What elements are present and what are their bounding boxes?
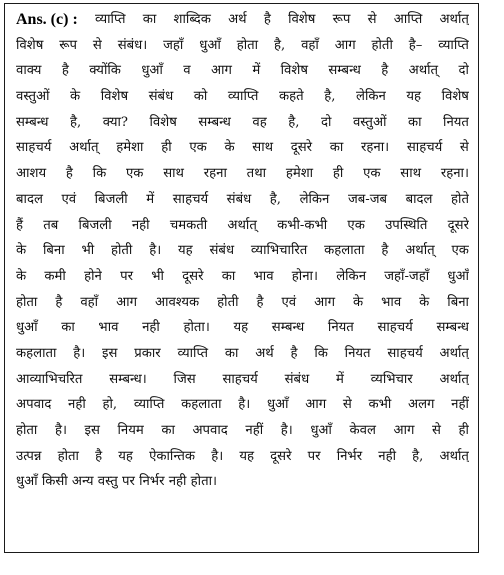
word: है bbox=[55, 294, 63, 310]
word: भी bbox=[151, 268, 164, 284]
word: है, bbox=[288, 114, 300, 130]
word: साथ bbox=[252, 140, 274, 156]
word: आग bbox=[211, 63, 232, 79]
word: से bbox=[431, 423, 441, 438]
word: है bbox=[61, 63, 69, 79]
text-line-15 bbox=[16, 367, 469, 393]
word: के bbox=[419, 294, 430, 310]
word: आग bbox=[116, 294, 137, 310]
word: जहाँ-जहाँ bbox=[384, 268, 430, 284]
word: विशेष bbox=[288, 12, 316, 27]
word: आग bbox=[314, 294, 336, 310]
word: कभी bbox=[368, 397, 392, 413]
word: होता। bbox=[190, 474, 218, 490]
word: कमी bbox=[44, 268, 66, 284]
word: सम्बन्ध bbox=[198, 114, 231, 130]
word: चमकती bbox=[169, 217, 208, 233]
word: है। bbox=[73, 345, 86, 361]
word: प्रकार bbox=[134, 345, 161, 361]
word: लेकिन bbox=[356, 89, 386, 105]
word: रूप bbox=[59, 37, 77, 53]
answer-box bbox=[4, 3, 479, 553]
word: व्यभिचार bbox=[370, 371, 413, 387]
word: दूसरे bbox=[270, 448, 292, 464]
word: अपवाद bbox=[192, 423, 228, 438]
word: अर्थात् bbox=[439, 448, 469, 464]
word: में bbox=[146, 191, 155, 207]
text-line-16 bbox=[16, 392, 469, 418]
word: बिना bbox=[447, 294, 469, 310]
word: धुआँ bbox=[16, 320, 38, 336]
word: हमेशा bbox=[116, 140, 144, 156]
word: से bbox=[367, 12, 377, 27]
word: निर्भर bbox=[336, 448, 363, 464]
word: विशेष bbox=[280, 63, 308, 79]
text-line-3 bbox=[16, 58, 469, 84]
word: दूसरे bbox=[290, 140, 313, 156]
word: पर bbox=[121, 474, 135, 490]
word: साहचर्य bbox=[172, 191, 209, 207]
word: नियत bbox=[327, 320, 354, 336]
word: क्योंकि bbox=[89, 63, 121, 79]
word: वस्तुओं bbox=[16, 89, 50, 105]
word: वस्तुओं bbox=[352, 114, 387, 130]
word: कि bbox=[314, 345, 328, 361]
word: के bbox=[70, 89, 81, 105]
word: अर्थात् bbox=[439, 345, 469, 361]
word: एवं bbox=[281, 294, 297, 310]
word: व्याप्ति bbox=[227, 89, 259, 105]
word: आग bbox=[393, 423, 415, 438]
word: से bbox=[342, 397, 352, 413]
text-line-8 bbox=[16, 187, 469, 213]
word: आग bbox=[334, 37, 356, 53]
word: है bbox=[381, 243, 389, 259]
word: है bbox=[256, 294, 264, 310]
word: विशेष bbox=[149, 114, 177, 130]
word: धुआँ bbox=[199, 37, 221, 53]
word: के bbox=[353, 294, 364, 310]
text-line-11 bbox=[16, 264, 469, 290]
word: कहलाता bbox=[324, 243, 365, 259]
word: किसी bbox=[41, 474, 68, 490]
word: का bbox=[329, 140, 344, 156]
word: धुआँ bbox=[266, 397, 289, 413]
word: व्याप्ति bbox=[94, 12, 126, 27]
word: एक bbox=[126, 166, 144, 182]
word: वाक्य bbox=[16, 63, 42, 79]
word: का bbox=[224, 345, 239, 361]
word: अन्य bbox=[71, 474, 94, 490]
word: होती bbox=[111, 243, 133, 259]
word: एक bbox=[189, 140, 207, 156]
word: है। bbox=[238, 397, 251, 413]
word: होना। bbox=[291, 268, 318, 284]
word: एक bbox=[451, 243, 469, 259]
word: अर्थात् bbox=[69, 140, 99, 156]
word: आग bbox=[305, 397, 327, 413]
word: व bbox=[183, 63, 191, 79]
word: अर्थ bbox=[228, 12, 247, 27]
word: पर bbox=[307, 448, 321, 464]
word: नही bbox=[378, 448, 396, 464]
word: यह bbox=[233, 320, 249, 336]
word: एवं bbox=[61, 191, 77, 207]
word: का bbox=[61, 320, 75, 336]
word: रूप bbox=[332, 12, 351, 27]
word: व्याभिचारित bbox=[250, 243, 308, 259]
word: है bbox=[65, 166, 73, 182]
word: यह bbox=[406, 89, 422, 105]
word: धुआँ bbox=[310, 423, 332, 438]
word: वहाँ bbox=[80, 294, 99, 310]
word: धुआँ bbox=[141, 63, 163, 79]
word: इस bbox=[84, 423, 100, 438]
word: सम्बन्ध। bbox=[109, 371, 147, 387]
text-line-18 bbox=[16, 444, 469, 470]
word: केवल bbox=[349, 423, 376, 438]
text-line-2 bbox=[16, 33, 469, 59]
answer-label: Ans. (c) : bbox=[16, 11, 78, 28]
word: का bbox=[407, 114, 422, 130]
word: आप्ति bbox=[393, 12, 423, 27]
word: हैं bbox=[16, 217, 24, 233]
word: धुआँ bbox=[16, 474, 38, 490]
word: साहचर्य bbox=[222, 371, 258, 387]
word: है bbox=[263, 12, 271, 27]
word: में bbox=[335, 371, 344, 387]
text-line-7 bbox=[16, 161, 469, 187]
word: ही bbox=[458, 423, 469, 438]
word: जिस bbox=[173, 371, 196, 387]
word: विशेष bbox=[16, 37, 44, 53]
word: तब bbox=[43, 217, 59, 233]
word: का bbox=[142, 12, 157, 27]
word: अर्थ bbox=[255, 345, 274, 361]
word: सम्बन्ध bbox=[328, 63, 361, 79]
word: लेकिन bbox=[336, 268, 367, 284]
word: है, bbox=[324, 89, 336, 105]
word: है, bbox=[70, 114, 82, 130]
word: दो bbox=[321, 114, 332, 130]
word: अर्थात् bbox=[227, 217, 257, 233]
word: के bbox=[16, 243, 27, 259]
word: इस bbox=[102, 345, 118, 361]
word: के bbox=[16, 268, 27, 284]
word: ही bbox=[161, 140, 172, 156]
word: है bbox=[381, 63, 389, 79]
word: वहाँ bbox=[301, 37, 319, 53]
word: बादल bbox=[16, 191, 43, 207]
word: से bbox=[459, 140, 469, 156]
word: आशय bbox=[16, 166, 47, 182]
word: है। bbox=[211, 448, 224, 464]
word: भी bbox=[81, 243, 95, 259]
word: होता bbox=[57, 448, 79, 464]
word: नियत bbox=[443, 114, 469, 130]
word: संबंध bbox=[209, 243, 235, 259]
word: व्याप्ति bbox=[133, 397, 165, 413]
word: एक bbox=[363, 166, 381, 182]
word: है। bbox=[280, 423, 293, 438]
text-line-17 bbox=[16, 418, 469, 444]
word: अर्थात् bbox=[439, 371, 469, 387]
word: निर्भर bbox=[139, 474, 165, 490]
word: कि bbox=[92, 166, 107, 182]
word: यह bbox=[178, 243, 193, 259]
word: है, bbox=[412, 448, 424, 464]
text-line-9 bbox=[16, 213, 469, 239]
word: से bbox=[92, 37, 102, 53]
text-line-4 bbox=[16, 84, 469, 110]
word: हमेशा bbox=[285, 166, 314, 182]
word: रहना। bbox=[440, 166, 469, 182]
word: ऐकान्तिक bbox=[149, 448, 196, 464]
word: भाव bbox=[98, 320, 119, 336]
word: नियत bbox=[344, 345, 371, 361]
word: सम्बन्ध bbox=[271, 320, 305, 336]
word: हो, bbox=[102, 397, 118, 413]
word: बादल bbox=[405, 191, 433, 207]
word: वस्तु bbox=[97, 474, 118, 490]
word: नही bbox=[68, 397, 86, 413]
word: दूसरे bbox=[182, 268, 204, 284]
word: अर्थात् bbox=[439, 12, 469, 27]
text-line-1 bbox=[16, 7, 469, 33]
word: दूसरे bbox=[447, 217, 469, 233]
word: होने bbox=[84, 268, 102, 284]
word: भाव bbox=[381, 294, 402, 310]
word: है bbox=[290, 345, 298, 361]
word: अपवाद bbox=[16, 397, 52, 413]
word: बिजली bbox=[94, 191, 128, 207]
word: बिजली bbox=[78, 217, 112, 233]
word: है। bbox=[149, 243, 162, 259]
word: नहीं bbox=[451, 397, 469, 413]
word: अलग bbox=[408, 397, 435, 413]
text-line-12 bbox=[16, 290, 469, 316]
word: साथ bbox=[163, 166, 184, 182]
word: नही bbox=[168, 474, 187, 490]
word: है। bbox=[54, 423, 67, 438]
word: है, bbox=[273, 37, 286, 53]
word: साहचर्य bbox=[377, 320, 413, 336]
word: विशेष bbox=[100, 89, 129, 105]
word: विशेष bbox=[441, 89, 469, 105]
word: साहचर्य bbox=[406, 140, 443, 156]
word: जब-जब bbox=[347, 191, 388, 207]
word: होता bbox=[16, 423, 38, 438]
word: का bbox=[221, 268, 236, 284]
text-line-19 bbox=[16, 469, 469, 495]
word: साथ bbox=[400, 166, 422, 182]
word: है, bbox=[269, 191, 281, 207]
word: नही bbox=[142, 320, 160, 336]
word: दो bbox=[458, 63, 469, 79]
word: रहना। bbox=[361, 140, 390, 156]
word: आव्याभिचरित bbox=[16, 371, 83, 387]
word: संबंध bbox=[148, 89, 174, 105]
word: कहलाता bbox=[16, 345, 57, 361]
word: यह bbox=[239, 448, 255, 464]
word: एक bbox=[347, 217, 365, 233]
word: संबंध bbox=[284, 371, 310, 387]
word: संबंध। bbox=[117, 37, 148, 53]
word: ही bbox=[332, 166, 344, 182]
word: होती bbox=[371, 37, 393, 53]
text-line-6 bbox=[16, 135, 469, 161]
word: अर्थात् bbox=[405, 243, 435, 259]
word: है– bbox=[408, 37, 423, 53]
word: रहना bbox=[203, 166, 227, 182]
text-line-14 bbox=[16, 341, 469, 367]
word: उपस्थिति bbox=[385, 217, 428, 233]
word: बिना bbox=[42, 243, 65, 259]
word: कहते bbox=[279, 89, 304, 105]
word: तथा bbox=[246, 166, 267, 182]
word: सम्बन्ध bbox=[436, 320, 469, 336]
word: व्याप्ति bbox=[438, 37, 469, 53]
word: धुआँ bbox=[447, 268, 469, 284]
text-line-10 bbox=[16, 238, 469, 264]
word: भाव bbox=[253, 268, 274, 284]
word: लेकिन bbox=[299, 191, 330, 207]
word: संबंध bbox=[226, 191, 252, 207]
word: होते bbox=[451, 191, 469, 207]
word: होता bbox=[236, 37, 259, 53]
word: पर bbox=[120, 268, 133, 284]
word: उत्पन्न bbox=[16, 448, 42, 464]
word: नही bbox=[131, 217, 150, 233]
word: शाब्दिक bbox=[173, 12, 211, 27]
text-line-13 bbox=[16, 315, 469, 341]
word: वह bbox=[252, 114, 267, 130]
word: यह bbox=[118, 448, 133, 464]
word: आवश्यक bbox=[154, 294, 200, 310]
word: व्याप्ति bbox=[177, 345, 209, 361]
word: सम्बन्ध bbox=[16, 114, 49, 130]
word: कभी-कभी bbox=[277, 217, 328, 233]
word: कहलाता bbox=[181, 397, 222, 413]
word: के bbox=[224, 140, 235, 156]
word: क्या? bbox=[102, 114, 128, 130]
word: होता। bbox=[183, 320, 210, 336]
word: है bbox=[95, 448, 103, 464]
word: जहाँ bbox=[163, 37, 184, 53]
word: का bbox=[161, 423, 175, 438]
word: होती bbox=[217, 294, 239, 310]
word: नियम bbox=[117, 423, 144, 438]
word: अर्थात् bbox=[408, 63, 439, 79]
word: नहीं bbox=[245, 423, 264, 438]
word: साहचर्य bbox=[387, 345, 423, 361]
word: को bbox=[193, 89, 208, 105]
word: में bbox=[252, 63, 261, 79]
word: साहचर्य bbox=[16, 140, 52, 156]
text-line-5 bbox=[16, 110, 469, 136]
word: होता bbox=[16, 294, 38, 310]
